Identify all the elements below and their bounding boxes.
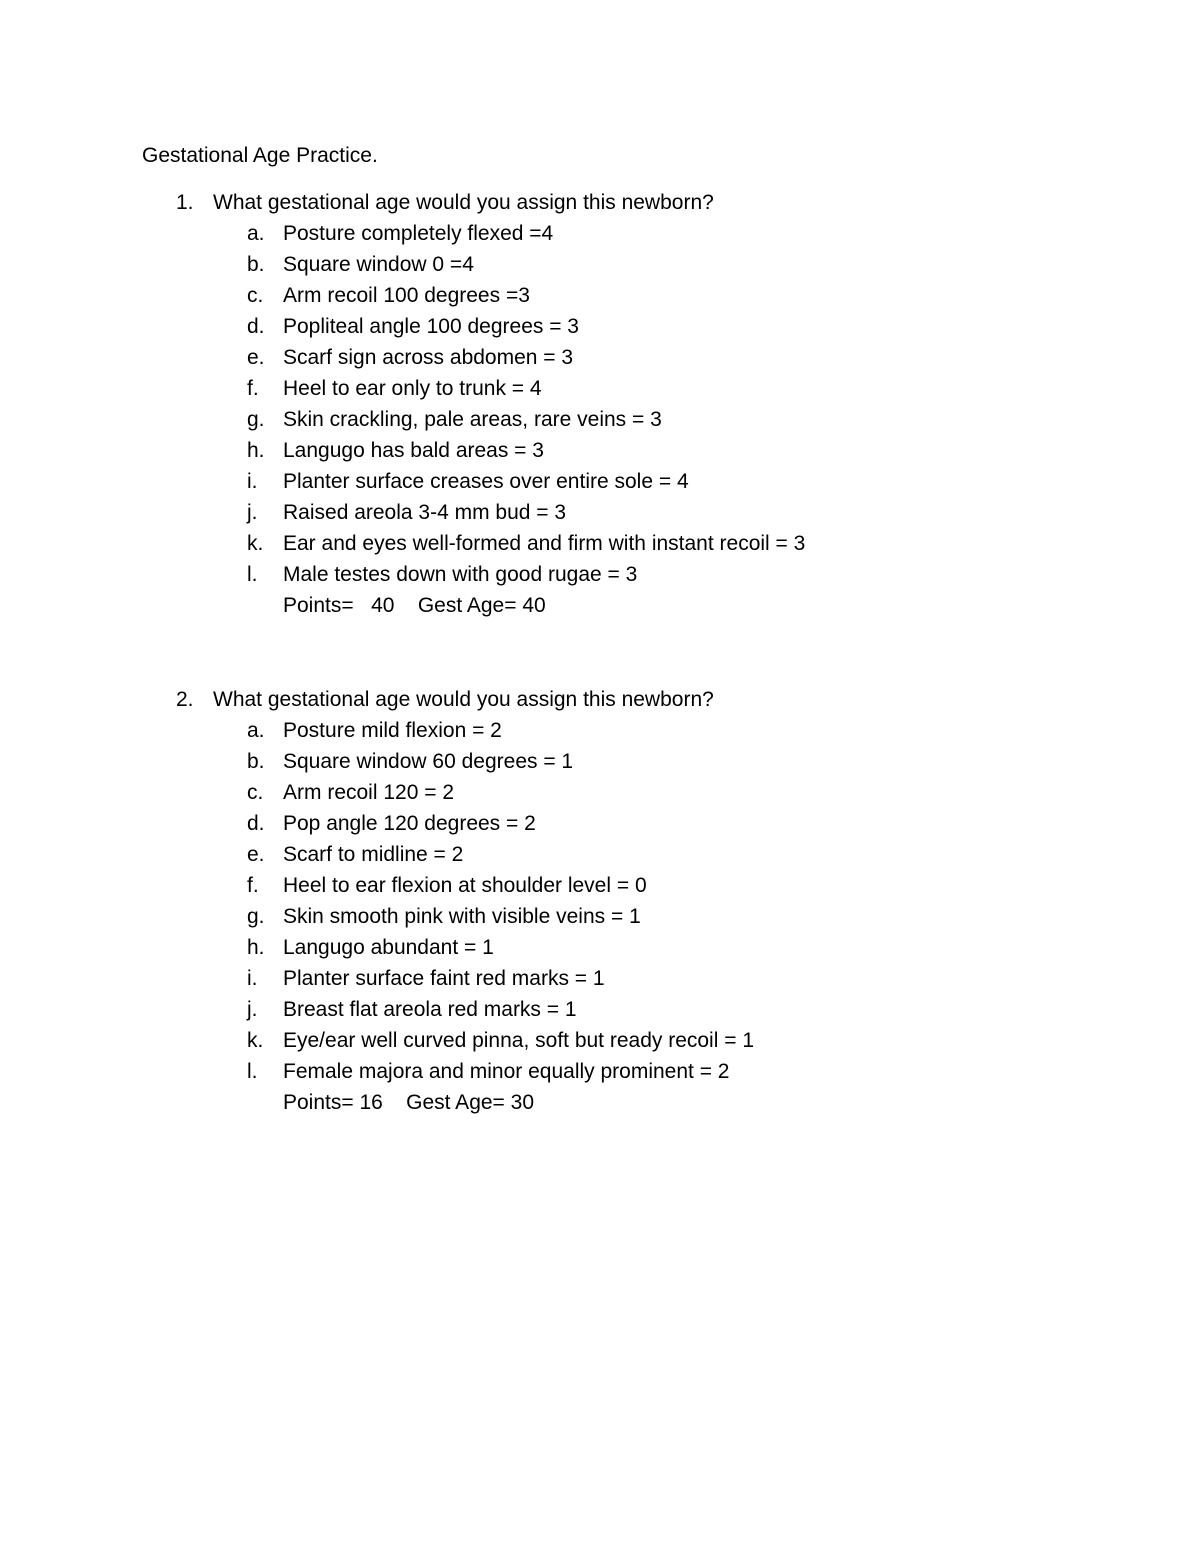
item-marker: i. [247, 470, 258, 493]
item-marker: c. [247, 781, 264, 804]
list-item [0, 1027, 1200, 1058]
item-text: Raised areola 3-4 mm bud = 3 [283, 501, 567, 524]
list-item [0, 965, 1200, 996]
question-prompt: What gestational age would you assign this newborn? [213, 191, 714, 214]
list-item [0, 499, 1200, 530]
item-text: Male testes down with good rugae = 3 [283, 563, 638, 586]
item-marker: d. [247, 812, 265, 835]
item-text: Planter surface creases over entire sole = 4 [283, 470, 689, 493]
list-item [0, 313, 1200, 344]
item-marker: g. [247, 905, 265, 928]
list-item [0, 561, 1200, 592]
list-item [0, 375, 1200, 406]
item-text: Langugo has bald areas = 3 [283, 439, 544, 462]
item-marker: a. [247, 222, 265, 245]
item-text: Heel to ear only to trunk = 4 [283, 377, 542, 400]
item-text: Popliteal angle 100 degrees = 3 [283, 315, 579, 338]
item-marker: l. [247, 1060, 258, 1083]
document-title: Gestational Age Practice. [142, 144, 378, 167]
item-text: Heel to ear flexion at shoulder level = 0 [283, 874, 647, 897]
item-marker: j. [247, 501, 258, 524]
list-item [0, 748, 1200, 779]
list-item [0, 406, 1200, 437]
item-marker: i. [247, 967, 258, 990]
list-item [0, 530, 1200, 561]
result-line [0, 1089, 1200, 1120]
list-item [0, 872, 1200, 903]
item-text: Square window 0 =4 [283, 253, 474, 276]
list-item [0, 903, 1200, 934]
item-marker: f. [247, 377, 259, 400]
item-text: Langugo abundant = 1 [283, 936, 494, 959]
question-number: 1. [176, 191, 194, 214]
item-marker: b. [247, 253, 265, 276]
item-marker: a. [247, 719, 265, 742]
list-item [0, 344, 1200, 375]
list-item [0, 934, 1200, 965]
list-item [0, 251, 1200, 282]
list-item [0, 779, 1200, 810]
item-marker: h. [247, 439, 265, 462]
list-item [0, 810, 1200, 841]
item-text: Eye/ear well curved pinna, soft but ready recoil = 1 [283, 1029, 755, 1052]
item-marker: c. [247, 284, 264, 307]
list-item [0, 717, 1200, 748]
points-result: Points= 40 Gest Age= 40 [283, 594, 546, 617]
question-prompt-line [0, 189, 1200, 220]
list-item [0, 468, 1200, 499]
points-result: Points= 16 Gest Age= 30 [283, 1091, 535, 1114]
item-marker: j. [247, 998, 258, 1021]
item-text: Arm recoil 100 degrees =3 [283, 284, 530, 307]
item-marker: e. [247, 843, 265, 866]
question-prompt-line [0, 686, 1200, 717]
item-marker: k. [247, 1029, 264, 1052]
list-item [0, 1058, 1200, 1089]
item-text: Planter surface faint red marks = 1 [283, 967, 605, 990]
list-item [0, 996, 1200, 1027]
item-text: Scarf sign across abdomen = 3 [283, 346, 574, 369]
item-text: Posture completely flexed =4 [283, 222, 554, 245]
item-marker: b. [247, 750, 265, 773]
item-text: Breast flat areola red marks = 1 [283, 998, 577, 1021]
item-marker: k. [247, 532, 264, 555]
question-prompt: What gestational age would you assign this newborn? [213, 688, 714, 711]
list-item [0, 437, 1200, 468]
item-text: Posture mild flexion = 2 [283, 719, 502, 742]
item-text: Skin smooth pink with visible veins = 1 [283, 905, 641, 928]
item-marker: d. [247, 315, 265, 338]
item-text: Square window 60 degrees = 1 [283, 750, 574, 773]
item-text: Arm recoil 120 = 2 [283, 781, 454, 804]
item-marker: e. [247, 346, 265, 369]
result-line [0, 592, 1200, 623]
item-text: Female majora and minor equally prominent = 2 [283, 1060, 730, 1083]
list-item [0, 841, 1200, 872]
item-text: Scarf to midline = 2 [283, 843, 464, 866]
item-text: Pop angle 120 degrees = 2 [283, 812, 536, 835]
list-item [0, 282, 1200, 313]
item-marker: l. [247, 563, 258, 586]
question-1 [0, 189, 1200, 623]
question-2 [0, 686, 1200, 1120]
question-number: 2. [176, 688, 194, 711]
item-text: Ear and eyes well-formed and firm with instant recoil = 3 [283, 532, 806, 555]
item-marker: g. [247, 408, 265, 431]
list-item [0, 220, 1200, 251]
item-marker: h. [247, 936, 265, 959]
item-marker: f. [247, 874, 259, 897]
item-text: Skin crackling, pale areas, rare veins = 3 [283, 408, 662, 431]
